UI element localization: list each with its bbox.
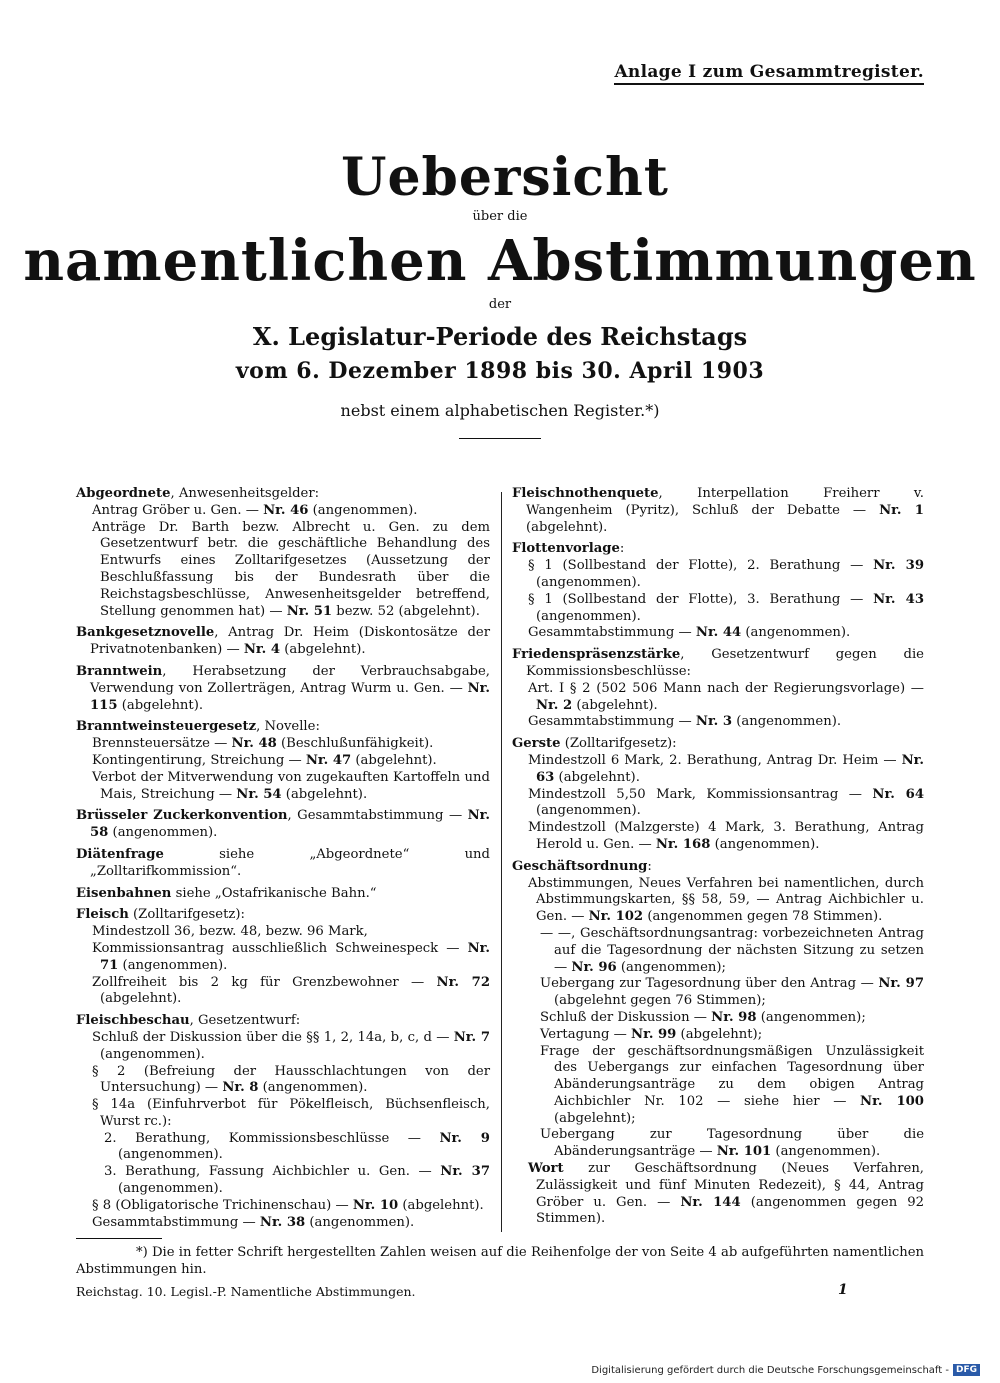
entry-text: , Gesammtabstimmung —: [287, 808, 468, 824]
sub-text: § 8 (Obligatorische Trichinenschau) —: [92, 1197, 353, 1213]
sub-text: (angenommen).: [536, 608, 641, 624]
sub-text: § 1 (Sollbestand der Flotte), 3. Berathung —: [528, 591, 874, 607]
vote-number: Nr. 102: [588, 909, 644, 925]
entry-bankgesetznovelle: [76, 625, 490, 659]
entry-text: (Zolltarifgesetz):: [560, 736, 677, 752]
title-ueber-die: über die: [472, 209, 528, 224]
entry-head: Friedenspräsenzstärke: [512, 647, 681, 663]
entry-fleisch: [76, 907, 490, 1008]
vote-number: Nr. 46: [263, 502, 309, 518]
sub-text: (angenommen).: [536, 803, 641, 819]
entry-head: Bankgesetznovelle: [76, 625, 215, 641]
sub-text: Uebergang zur Tagesordnung über die Abänderungsanträge —: [540, 1127, 924, 1160]
vote-number: Nr. 54: [236, 786, 282, 802]
entry-text: , Novelle:: [256, 719, 320, 735]
sub-text: Uebergang zur Tagesordnung über den Antrag —: [540, 976, 879, 992]
sub-text: (angenommen).: [305, 1214, 415, 1230]
vote-number: Nr. 98: [711, 1009, 757, 1025]
entry-text: (abgelehnt).: [280, 642, 366, 658]
sub-text: (abgelehnt).: [554, 769, 640, 785]
dfg-logo-icon: DFG: [953, 1364, 980, 1376]
vote-number: Nr. 9: [439, 1130, 490, 1146]
vote-number: Nr. 71: [100, 940, 490, 973]
sub-text: (angenommen);: [616, 959, 726, 975]
sub-text: Verbot der Mitverwendung von zugekauften Kartoffeln und Mais, Streichung —: [92, 769, 490, 802]
sub-text: 3. Berathung, Fassung Aichbichler u. Gen. —: [104, 1164, 441, 1180]
sub-text: (abgelehnt).: [398, 1197, 484, 1213]
entry-text: :: [619, 541, 625, 557]
entry-branntweinsteuergesetz: [76, 719, 490, 803]
entry-head: Abgeordnete: [76, 486, 171, 501]
appendix-label: Anlage I zum Gesammtregister.: [614, 62, 924, 85]
entry-fleischbeschau: [76, 1013, 490, 1231]
vote-number: Nr. 4: [243, 642, 280, 658]
sub-text: (angenommen).: [710, 836, 820, 852]
sub-text: (abgelehnt);: [676, 1026, 763, 1042]
sub-text: (angenommen).: [741, 625, 851, 641]
vote-number: Nr. 7: [453, 1029, 490, 1045]
sub-text: Gesammtabstimmung —: [92, 1214, 260, 1230]
vote-number: Nr. 101: [716, 1144, 772, 1160]
entry-text: siehe „Abgeordnete“ und „Zolltarifkommission“.: [90, 846, 490, 879]
sub-text: (abgelehnt gegen 76 Stimmen);: [554, 993, 766, 1009]
sub-text: Antrag Gröber u. Gen. —: [92, 502, 264, 518]
sub-text: Abstimmungen, Neues Verfahren bei namentlichen, durch Abstimmungskarten, §§ 58, 59, — Antrag Aichbichler u. Gen. —: [528, 875, 924, 925]
footnote: *) Die in fetter Schrift hergestellten Zahlen weisen auf die Reihenfolge der von Seite 4 ab aufgeführten namentlichen Abstimmungen hin.: [76, 1245, 924, 1277]
title-divider: [459, 438, 541, 439]
sub-text: Frage der geschäftsordnungsmäßigen Unzulässigkeit des Uebergangs zur einfachen Tagesordnung über Abänderungsanträge zu dem obigen Antrag Aichbichler Nr. 102 — siehe hier —: [540, 1043, 924, 1109]
sub-text: 2. Berathung, Kommissionsbeschlüsse —: [104, 1130, 440, 1146]
entry-flottenvorlage: [512, 541, 924, 642]
sub-text: Mindestzoll (Malzgerste) 4 Mark, 3. Berathung, Antrag Herold u. Gen. —: [528, 820, 924, 852]
entry-diaetenfrage: [76, 847, 490, 881]
sub-text: Mindestzoll 36, bezw. 48, bezw. 96 Mark,: [92, 924, 368, 940]
vote-number: Nr. 2: [536, 697, 573, 713]
vote-number: Nr. 115: [90, 680, 490, 713]
vote-number: Nr. 43: [873, 591, 924, 607]
entry-head: Eisenbahnen: [76, 885, 172, 901]
page-number: 1: [838, 1282, 848, 1298]
vote-number: Nr. 3: [695, 714, 733, 730]
entry-text: , Anwesenheitsgelder:: [170, 486, 320, 501]
vote-number: Nr. 47: [305, 752, 352, 768]
sub-text: (angenommen).: [258, 1080, 368, 1096]
entry-head: Fleischbeschau: [76, 1013, 190, 1029]
entry-geschaeftsordnung: [512, 859, 924, 1229]
vote-number: Nr. 1: [879, 502, 924, 518]
sub-text: (angenommen).: [732, 714, 842, 730]
sub-text: § 14a (Einfuhrverbot für Pökelfleisch, Büchsenfleisch, Wurst rc.):: [92, 1097, 490, 1129]
entry-head: Wort: [528, 1161, 564, 1177]
entry-friedenspraesenzstaerke: [512, 647, 924, 731]
sub-text: (abgelehnt).: [100, 991, 182, 1007]
entry-text: , Antrag Dr. Heim (Diskontosätze der Privatnotenbanken) —: [90, 625, 490, 658]
sub-text: Kommissionsantrag ausschließlich Schweinespeck —: [92, 940, 468, 956]
entry-text: (Zolltarifgesetz):: [128, 907, 245, 923]
sub-text: — —, Geschäftsordnungsantrag: vorbezeichneten Antrag auf die Tagesordnung der nächsten Sitzung zu setzen —: [540, 925, 924, 975]
sub-text: (angenommen gegen 78 Stimmen).: [643, 909, 883, 925]
sub-text: Art. I § 2 (502 506 Mann nach der Regierungsvorlage) —: [528, 680, 924, 696]
sub-text: (angenommen).: [771, 1144, 881, 1160]
vote-number: Nr. 99: [631, 1026, 677, 1042]
vote-number: Nr. 10: [352, 1197, 399, 1213]
entry-eisenbahnen: [76, 886, 490, 903]
credit-text: Digitalisierung gefördert durch die Deutsche Forschungsgemeinschaft -: [591, 1364, 949, 1376]
entry-text: (angenommen).: [108, 825, 218, 841]
entry-text: , Interpellation Freiherr v. Wangenheim (Pyritz), Schluß der Debatte —: [526, 486, 924, 518]
sub-text: Vertagung —: [540, 1026, 632, 1042]
vote-number: Nr. 37: [440, 1164, 490, 1180]
sub-text: § 2 (Befreiung der Hausschlachtungen von der Untersuchung) —: [92, 1063, 490, 1096]
sub-text: (angenommen).: [118, 1181, 223, 1197]
entry-head: Branntweinsteuergesetz: [76, 719, 257, 735]
entry-gerste: [512, 736, 924, 854]
vote-number: Nr. 48: [231, 736, 277, 752]
vote-number: Nr. 44: [695, 625, 742, 641]
sub-text: bezw. 52 (abgelehnt).: [332, 603, 480, 619]
sub-text: § 1 (Sollbestand der Flotte), 2. Berathung —: [528, 558, 874, 574]
sub-text: Mindestzoll 5,50 Mark, Kommissionsantrag —: [528, 786, 873, 802]
sub-text: zur Geschäftsordnung (Neues Verfahren, Zulässigkeit und fünf Minuten Redezeit), § 44, Antrag Gröber u. Gen. —: [536, 1161, 924, 1210]
sub-text: (Beschlußunfähigkeit).: [276, 736, 434, 752]
vote-number: Nr. 38: [259, 1214, 306, 1230]
entry-head: Gerste: [512, 736, 561, 752]
title-legislature: X. Legislatur-Periode des Reichstags: [252, 322, 748, 351]
entry-head: Brüsseler Zuckerkonvention: [76, 808, 288, 824]
footer-signature: Reichstag. 10. Legisl.-P. Namentliche Abstimmungen.: [76, 1284, 416, 1299]
vote-number: Nr. 72: [436, 974, 490, 990]
vote-number: Nr. 100: [860, 1093, 924, 1109]
entry-text: (abgelehnt).: [117, 697, 204, 713]
vote-number: Nr. 97: [878, 976, 924, 992]
sub-text: (angenommen);: [756, 1009, 866, 1025]
sub-text: (abgelehnt);: [554, 1110, 636, 1126]
entry-abgeordnete: [76, 486, 490, 620]
sub-text: (angenommen).: [308, 502, 418, 518]
sub-text: (angenommen).: [100, 1046, 205, 1062]
vote-number: Nr. 64: [872, 786, 925, 802]
entry-text: , Gesetzentwurf:: [189, 1013, 301, 1029]
sub-text: Schluß der Diskussion —: [540, 1009, 712, 1025]
entry-head: Branntwein: [76, 663, 163, 679]
vote-number: Nr. 63: [536, 752, 924, 785]
column-divider: [501, 492, 502, 1232]
sub-text: (angenommen).: [536, 574, 641, 590]
entry-head: Fleisch: [76, 907, 129, 923]
footnote-divider: [76, 1238, 162, 1239]
title-der: der: [488, 297, 512, 312]
digitization-credit: [591, 1364, 980, 1376]
entry-text: :: [647, 858, 652, 874]
vote-number: Nr. 144: [680, 1194, 741, 1210]
vote-number: Nr. 51: [286, 603, 333, 619]
vote-number: Nr. 8: [222, 1080, 259, 1096]
vote-number: Nr. 39: [873, 558, 924, 574]
entry-head: Geschäftsordnung: [512, 858, 648, 874]
sub-text: (angenommen).: [118, 957, 228, 973]
vote-number: Nr. 96: [571, 959, 617, 975]
sub-text: (abgelehnt).: [351, 752, 437, 768]
entry-text: (abgelehnt).: [526, 519, 608, 535]
sub-text: (abgelehnt).: [572, 697, 658, 713]
vote-number: Nr. 58: [90, 808, 490, 841]
title-main: namentlichen Abstimmungen: [23, 228, 977, 294]
sub-text: Mindestzoll 6 Mark, 2. Berathung, Antrag Dr. Heim —: [528, 752, 902, 768]
sub-text: Anträge Dr. Barth bezw. Albrecht u. Gen. zu dem Gesetzentwurf betr. die geschäftliche Behandlung des Entwurfs eines Zolltarifgesetzes (Aussetzung der Beschlußfassung bis der Bundesrath über die Reichstagsbeschlüsse, Anwesenheitsgelder betreffend, Stellung genommen hat) —: [92, 519, 490, 619]
title-dates: vom 6. Dezember 1898 bis 30. April 1903: [235, 358, 765, 384]
index-columns: [76, 486, 924, 1234]
vote-number: Nr. 168: [655, 836, 711, 852]
title-uebersicht: Uebersicht: [341, 147, 669, 208]
entry-bruesseler-zuckerkonvention: [76, 808, 490, 842]
title-register: nebst einem alphabetischen Register.*): [340, 401, 660, 420]
sub-text: (angenommen).: [118, 1147, 223, 1163]
sub-text: Zollfreiheit bis 2 kg für Grenzbewohner —: [92, 974, 437, 990]
entry-text: , Herabsetzung der Verbrauchsabgabe, Verwendung von Zollerträgen, Antrag Wurm u. Gen. —: [90, 663, 490, 696]
entry-fleischnothenquete: [512, 486, 924, 536]
entry-head: Flottenvorlage: [512, 541, 620, 557]
sub-text: Gesammtabstimmung —: [528, 714, 696, 730]
sub-text: Schluß der Diskussion über die §§ 1, 2, 14a, b, c, d —: [92, 1029, 454, 1045]
entry-text: , Gesetzentwurf gegen die Kommissionsbeschlüsse:: [526, 647, 924, 679]
left-column: [76, 486, 490, 1236]
sub-text: Kontingentirung, Streichung —: [92, 752, 306, 768]
sub-text: (angenommen gegen 92 Stimmen).: [536, 1194, 924, 1227]
sub-text: Brennsteuersätze —: [92, 736, 232, 752]
sub-text: Gesammtabstimmung —: [528, 625, 696, 641]
entry-text: siehe „Ostafrikanische Bahn.“: [171, 885, 377, 901]
entry-head: Fleischnothenquete: [512, 486, 659, 501]
entry-head: Diätenfrage: [76, 846, 164, 862]
right-column: [512, 486, 924, 1233]
sub-text: (abgelehnt).: [281, 786, 368, 802]
entry-branntwein: [76, 664, 490, 714]
title-block: [0, 148, 1000, 439]
